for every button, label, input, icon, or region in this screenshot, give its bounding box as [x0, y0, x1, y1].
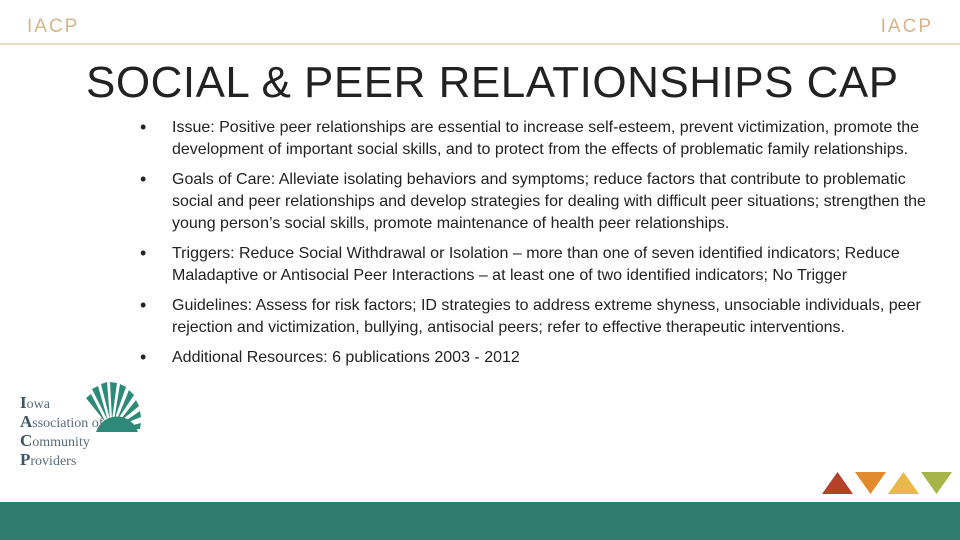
footer-bar — [0, 502, 960, 540]
bullet-additional-resources — [140, 347, 930, 369]
brand-left-label: IACP — [27, 16, 80, 37]
bullet-issue — [140, 117, 930, 161]
bullet-goals-of-care — [140, 169, 930, 235]
slide-title: SOCIAL & PEER RELATIONSHIPS CAP — [86, 58, 899, 107]
decorative-triangles — [822, 471, 952, 495]
triangle-orange-icon — [855, 472, 886, 494]
logo-line: Association of — [20, 412, 104, 431]
triangle-red-icon — [822, 472, 853, 494]
bullet-dot-icon: • — [140, 169, 147, 189]
logo-line: Iowa — [20, 393, 50, 412]
bullet-text: Goals of Care: Alleviate isolating behaviors and symptoms; reduce factors that contribute to problematic social and peer relationships and develop strategies for dealing with difficult peer situations; strengthen the young person’s social skills, promote maintenance of health peer relationships. — [172, 171, 926, 232]
logo-line: Providers — [20, 450, 77, 469]
bullet-dot-icon: • — [140, 117, 147, 137]
bullet-dot-icon: • — [140, 295, 147, 315]
bullet-dot-icon: • — [140, 347, 147, 367]
bullet-text: Additional Resources: 6 publications 2003 - 2012 — [172, 349, 520, 366]
bullet-text: Issue: Positive peer relationships are essential to increase self-esteem, prevent victimization, promote the development of important social skills, and to protect from the effects of problematic family relationships. — [172, 119, 920, 158]
bullet-list — [140, 117, 930, 377]
header-divider — [0, 43, 960, 45]
triangle-green-icon — [921, 472, 952, 494]
logo-wordmark — [20, 394, 103, 470]
bullet-triggers — [140, 243, 930, 287]
iacp-logo — [20, 380, 145, 469]
triangle-yellow-icon — [888, 472, 919, 494]
bullet-dot-icon: • — [140, 243, 147, 263]
bullet-guidelines — [140, 295, 930, 339]
bullet-text: Triggers: Reduce Social Withdrawal or Isolation – more than one of seven identified indicators; Reduce Maladaptive or Antisocial Peer Interactions – at least one of two identified indicators; No Trigger — [172, 245, 900, 284]
brand-right-label: IACP — [880, 16, 933, 37]
bullet-text: Guidelines: Assess for risk factors; ID strategies to address extreme shyness, unsociable individuals, peer rejection and victimization, bullying, antisocial peers; refer to effective therapeutic interventions. — [172, 297, 921, 336]
logo-line: Community — [20, 431, 90, 450]
